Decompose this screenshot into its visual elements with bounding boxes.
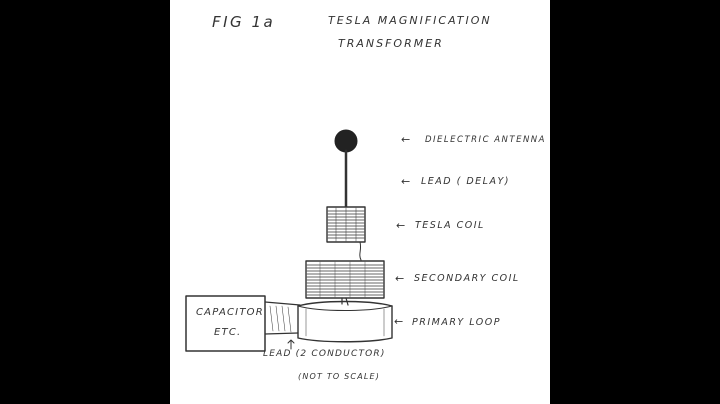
two-conductor-lead-drawing (265, 302, 300, 334)
label-primary-loop: PRIMARY LOOP (412, 317, 501, 328)
tesla-coil-arrow-icon: ← (396, 219, 406, 232)
primary-loop-drawing (298, 302, 392, 342)
label-dielectric-antenna: DIELECTRIC ANTENNA (425, 135, 546, 145)
capacitor-box (186, 296, 265, 351)
figure-title-line2: TRANSFORMER (338, 37, 444, 50)
label-lead-two-conductor: LEAD (2 CONDUCTOR) (263, 349, 386, 359)
figure-title-line1: TESLA MAGNIFICATION (328, 14, 492, 27)
primary-loop-arrow-icon: ← (394, 315, 404, 328)
scanned-page (170, 0, 550, 404)
tesla-coil-drawing (327, 207, 365, 260)
capacitor-label-line1: CAPACITOR (196, 307, 264, 318)
capacitor-label-line2: ETC. (214, 327, 242, 338)
lead-pointer-arrow (288, 340, 294, 349)
figure-number: FIG 1a (212, 13, 276, 31)
lead-delay-arrow-icon: ← (401, 175, 411, 188)
label-lead-delay: LEAD ( DELAY) (421, 176, 510, 187)
dielectric-antenna-arrow-icon: ← (401, 133, 411, 146)
label-tesla-coil: TESLA COIL (415, 220, 485, 231)
antenna-ball (335, 130, 357, 152)
secondary-coil-arrow-icon: ← (395, 272, 405, 285)
transformer-drawing (170, 0, 550, 404)
secondary-coil-drawing (306, 261, 384, 305)
label-not-to-scale: (NOT TO SCALE) (298, 372, 381, 381)
label-secondary-coil: SECONDARY COIL (414, 273, 520, 284)
